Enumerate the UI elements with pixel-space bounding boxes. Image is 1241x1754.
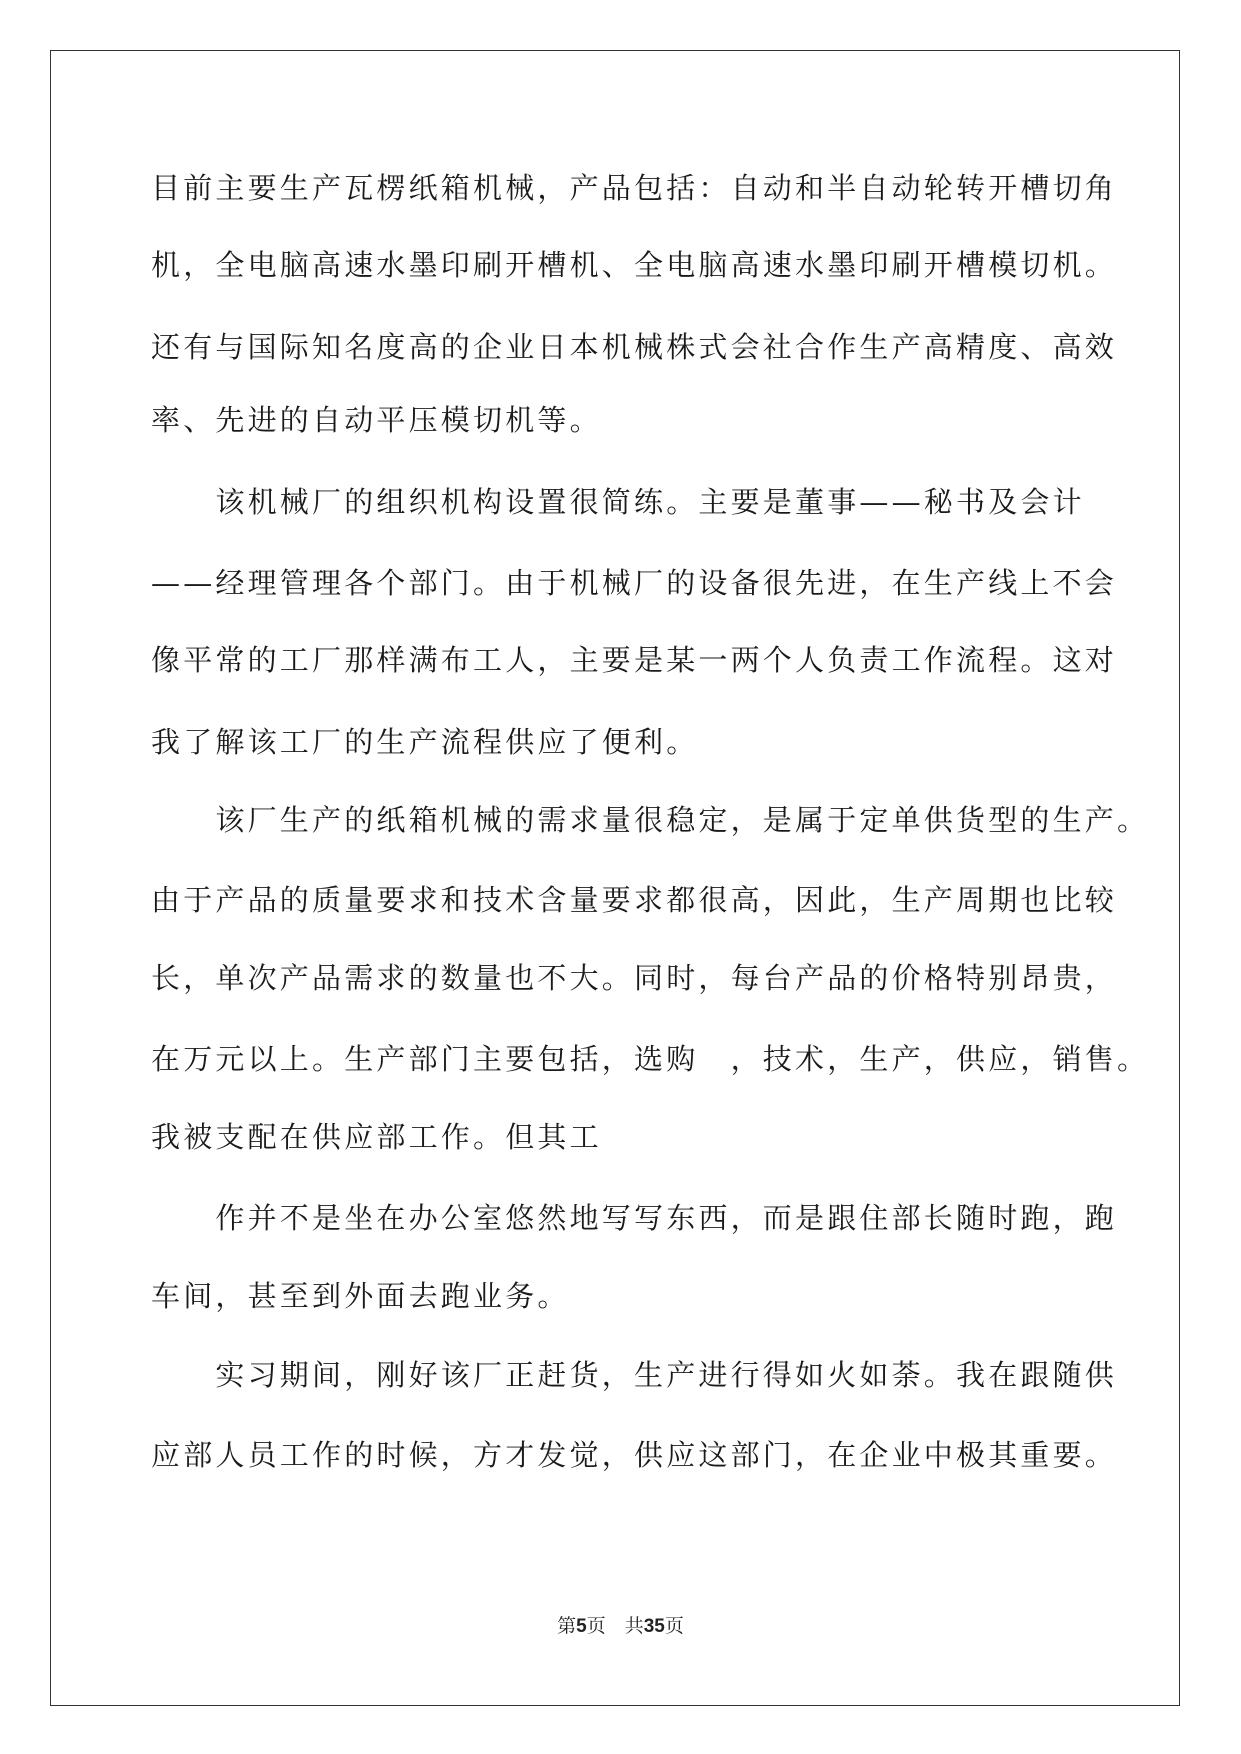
footer-mid: 页 共: [586, 1615, 644, 1637]
text-line: 长，单次产品需求的数量也不大。同时，每台产品的价格特别昂贵，: [151, 961, 1118, 995]
text-line: 目前主要生产瓦楞纸箱机械，产品包括：自动和半自动轮转开槽切角: [151, 171, 1118, 205]
text-line: 像平常的工厂那样满布工人，主要是某一两个人负责工作流程。这对: [151, 643, 1118, 677]
text-line: 应部人员工作的时候，方才发觉，供应这部门，在企业中极其重要。: [151, 1438, 1118, 1472]
text-line: 我了解该工厂的生产流程供应了便利。: [151, 725, 699, 759]
text-line: 率、先进的自动平压模切机等。: [151, 403, 602, 437]
text-line: 机，全电脑高速水墨印刷开槽机、全电脑高速水墨印刷开槽模切机。: [151, 248, 1118, 282]
text-line: ——经理管理各个部门。由于机械厂的设备很先进，在生产线上不会: [151, 566, 1118, 600]
total-page-number: 35: [643, 1616, 665, 1637]
text-line: 该机械厂的组织机构设置很简练。主要是董事——秘书及会计: [151, 485, 1085, 519]
text-line: 还有与国际知名度高的企业日本机械株式会社合作生产高精度、高效: [151, 330, 1118, 364]
text-line: 作并不是坐在办公室悠然地写写东西，而是跟住部长随时跑，跑: [151, 1201, 1118, 1235]
text-line: 该厂生产的纸箱机械的需求量很稳定，是属于定单供货型的生产。: [151, 803, 1150, 837]
current-page-number: 5: [576, 1616, 587, 1637]
footer-prefix: 第: [557, 1615, 577, 1637]
text-line: 车间，甚至到外面去跑业务。: [151, 1279, 570, 1313]
text-line: 实习期间，刚好该厂正赶货，生产进行得如火如荼。我在跟随供: [151, 1358, 1118, 1392]
page-footer: [0, 1614, 1241, 1639]
text-line: 由于产品的质量要求和技术含量要求都很高，因此，生产周期也比较: [151, 883, 1118, 917]
text-line: 在万元以上。生产部门主要包括，选购 ，技术，生产，供应，销售。: [151, 1042, 1150, 1076]
text-line: 我被支配在供应部工作。但其工: [151, 1120, 602, 1154]
footer-suffix: 页: [664, 1615, 684, 1637]
